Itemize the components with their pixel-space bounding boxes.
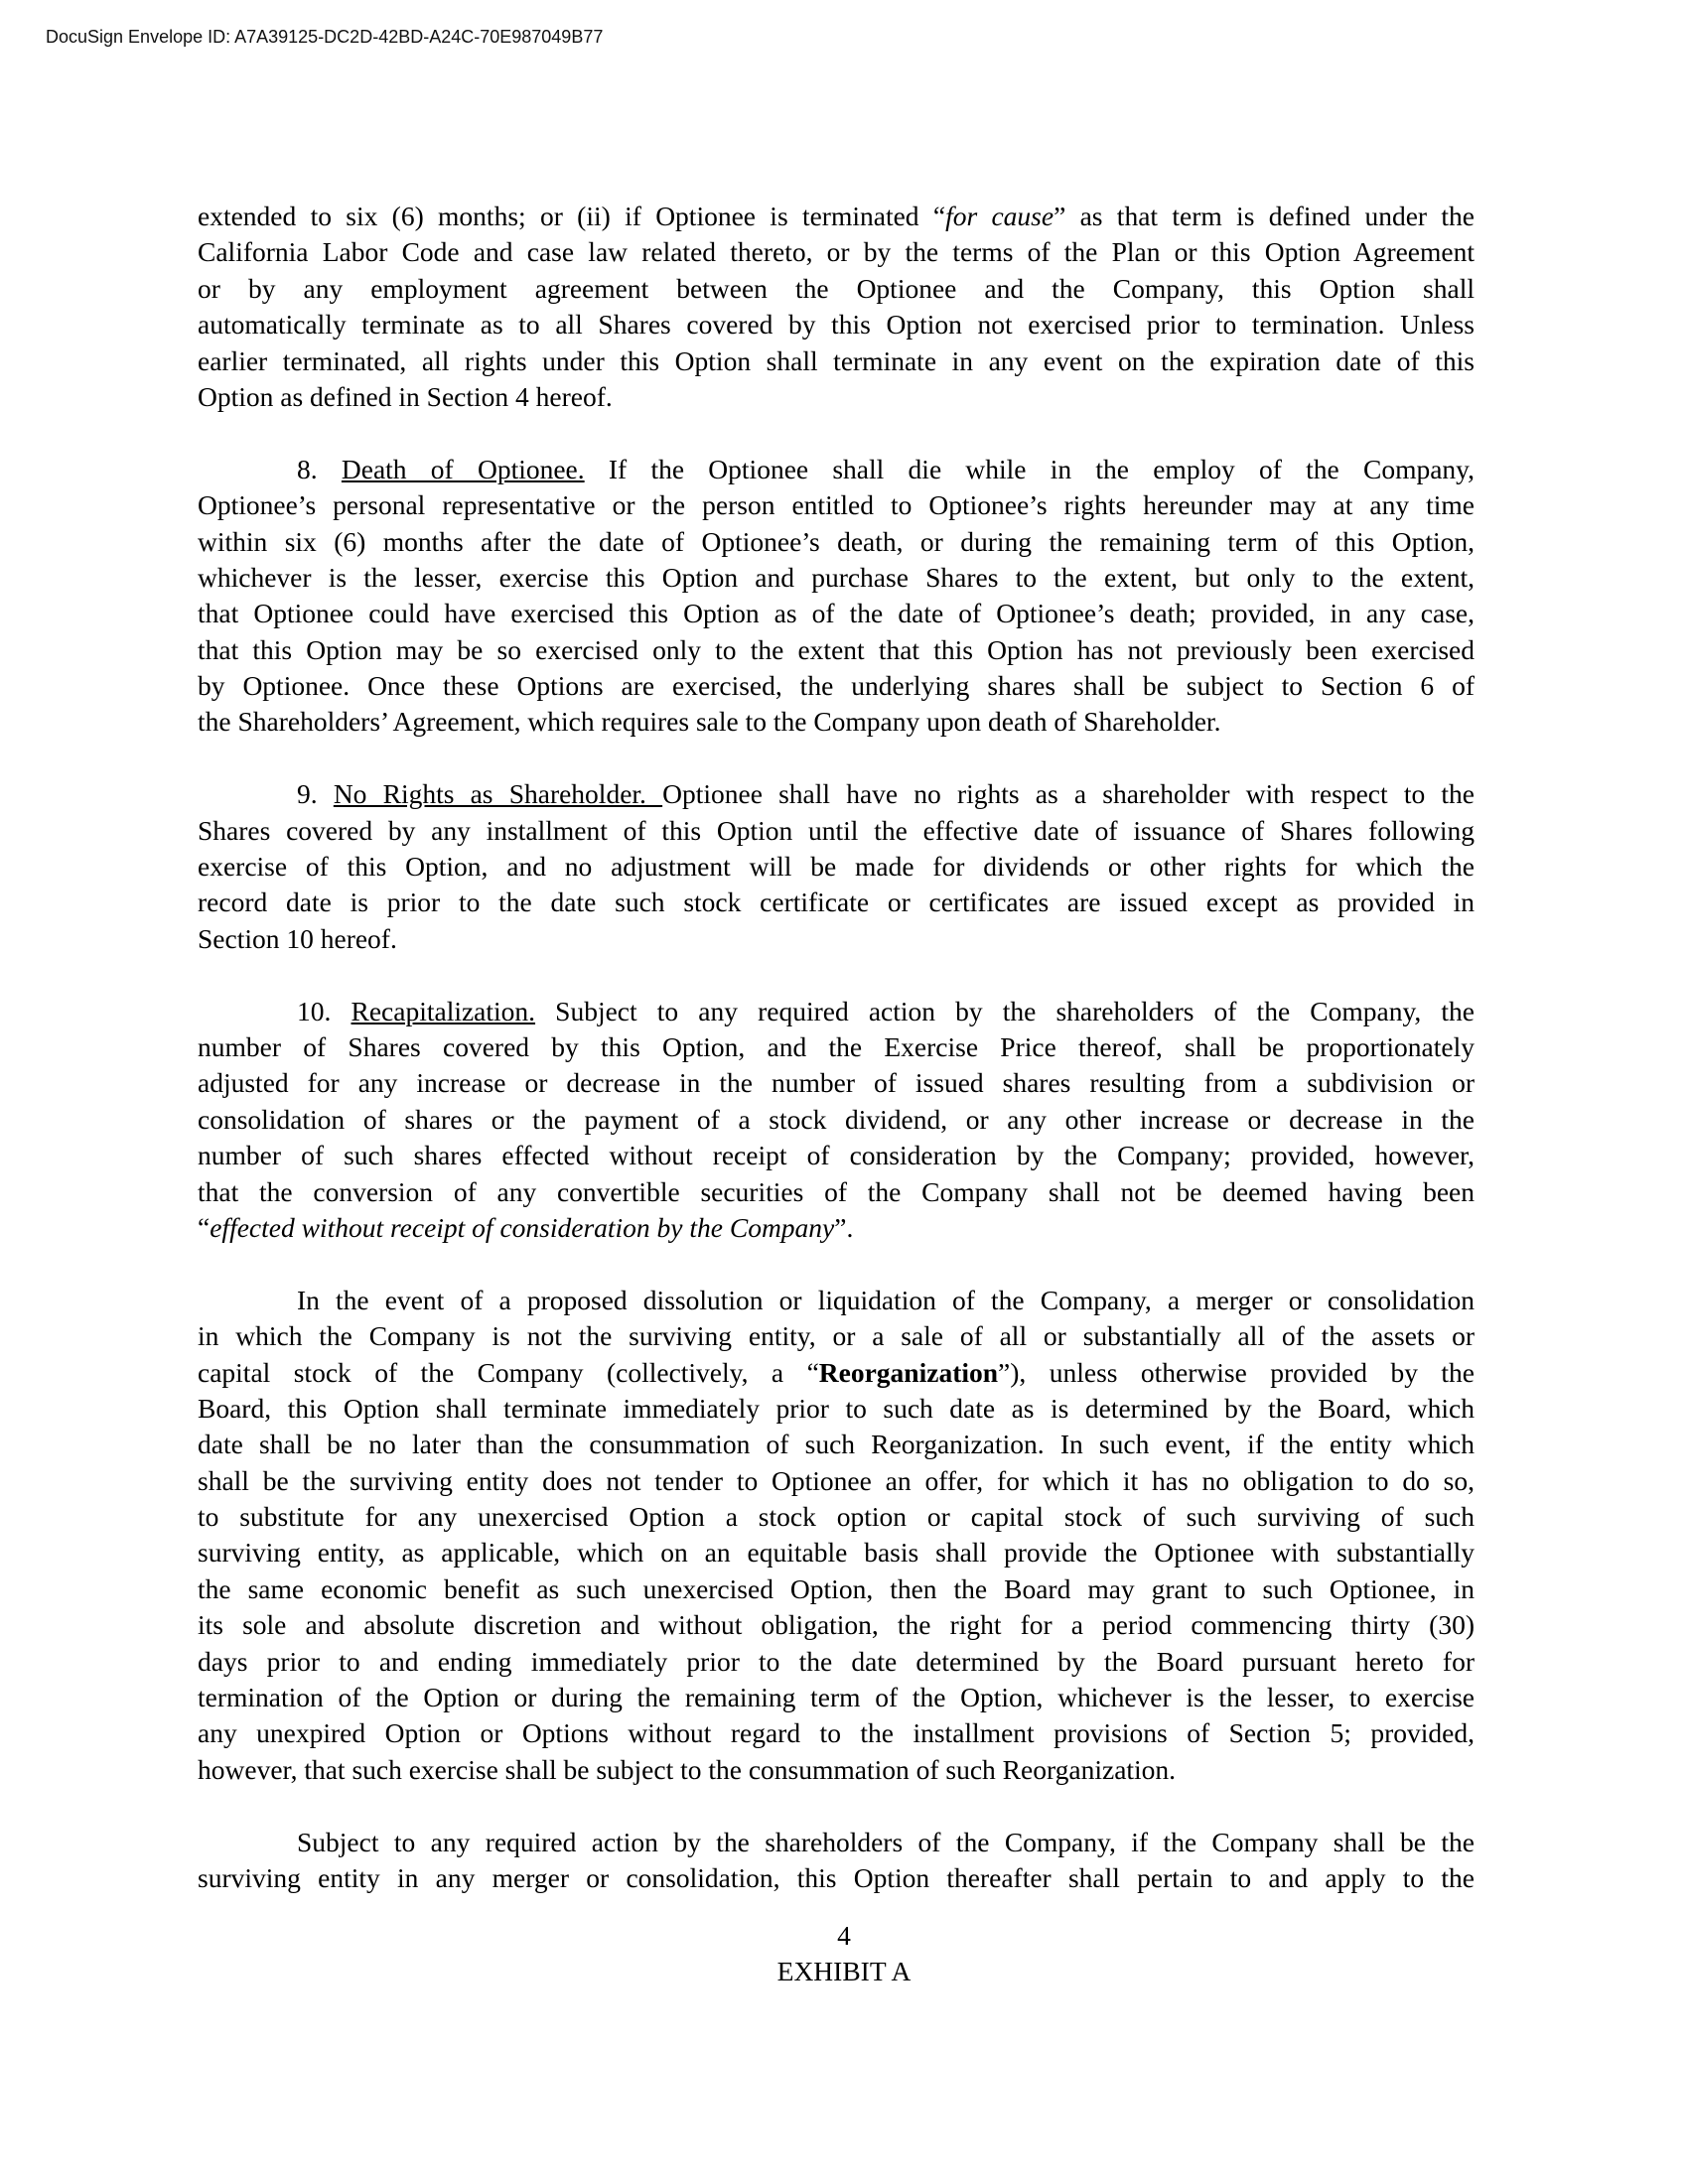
text-run: in which the Company is not the surviving entity, or a sale of all or substantially all of the assets or bbox=[198, 1320, 1475, 1352]
text-line bbox=[198, 849, 1475, 885]
text-line bbox=[198, 994, 1475, 1029]
text-line bbox=[198, 1318, 1475, 1354]
text-line bbox=[198, 1715, 1475, 1751]
text-line bbox=[198, 1355, 1475, 1391]
text-run: number of Shares covered by this Option, and the Exercise Price thereof, shall be proportionately bbox=[198, 1030, 1475, 1062]
text-line bbox=[198, 1427, 1475, 1462]
text-run: Board, this Option shall terminate immediately prior to such date as is determined by the Board, which bbox=[198, 1392, 1475, 1424]
text-run: shall be the surviving entity does not tender to Optionee an offer, for which it has no obligation to do so, bbox=[198, 1464, 1475, 1496]
text-run: surviving entity in any merger or consolidation, this Option thereafter shall pertain to and apply to the bbox=[198, 1861, 1475, 1893]
text-line bbox=[198, 1391, 1475, 1427]
text-line bbox=[198, 234, 1475, 270]
text-run: that this Option may be so exercised only to the extent that this Option has not previously been exercised bbox=[198, 633, 1475, 665]
text-line bbox=[198, 1138, 1475, 1173]
text-run: the Shareholders’ Agreement, which requires sale to the Company upon death of Shareholder. bbox=[198, 706, 1221, 738]
text-line bbox=[198, 1607, 1475, 1643]
text-line bbox=[198, 1680, 1475, 1715]
text-line bbox=[198, 452, 1475, 487]
text-run: In the event of a proposed dissolution or liquidation of the Company, a merger or consolidation bbox=[297, 1284, 1475, 1315]
text-run: its sole and absolute discretion and without obligation, the right for a period commencing thirty (30) bbox=[198, 1609, 1475, 1641]
text-run: that the conversion of any convertible securities of the Company shall not be deemed having been bbox=[198, 1175, 1475, 1207]
text-line bbox=[198, 704, 1475, 740]
text-run: record date is prior to the date such stock certificate or certificates are issued except as provided in bbox=[198, 887, 1475, 918]
text-run: “ bbox=[198, 1211, 211, 1243]
text-run: the same economic benefit as such unexercised Option, then the Board may grant to such Optionee, in bbox=[198, 1572, 1475, 1604]
text-run: Option as defined in Section 4 hereof. bbox=[198, 380, 613, 412]
text-run: consolidation of shares or the payment of a stock dividend, or any other increase or decrease in the bbox=[198, 1103, 1475, 1135]
text-run: ”), unless otherwise provided by the bbox=[998, 1356, 1475, 1388]
text-line bbox=[198, 885, 1475, 920]
text-run: to substitute for any unexercised Option a stock option or capital stock of such surviving of such bbox=[198, 1501, 1475, 1533]
exhibit-label: EXHIBIT A bbox=[776, 1956, 912, 1986]
text-run: or by any employment agreement between the Optionee and the Company, this Option shall bbox=[198, 272, 1475, 304]
text-run: date shall be no later than the consummation of such Reorganization. In such event, if the entity which bbox=[198, 1429, 1475, 1460]
text-run: 8. bbox=[297, 453, 342, 484]
paragraph bbox=[198, 199, 1475, 415]
docusign-envelope-id: DocuSign Envelope ID: A7A39125-DC2D-42BD-A24C-70E987049B77 bbox=[46, 27, 604, 47]
text-line bbox=[198, 1029, 1475, 1065]
text-run: ”. bbox=[834, 1211, 854, 1243]
text-run: Subject to any required action by the shareholders of the Company, the bbox=[535, 995, 1476, 1026]
text-run: Optionee’s personal representative or the person entitled to Optionee’s rights hereunder may at any time bbox=[198, 489, 1475, 521]
paragraph bbox=[198, 1283, 1475, 1788]
text-line bbox=[198, 632, 1475, 668]
text-line bbox=[198, 524, 1475, 560]
text-line bbox=[198, 271, 1475, 307]
text-line bbox=[198, 1535, 1475, 1570]
text-line bbox=[198, 1571, 1475, 1607]
text-line bbox=[198, 776, 1475, 812]
text-run: days prior to and ending immediately prior to the date determined by the Board pursuant hereto for bbox=[198, 1645, 1475, 1677]
text-run: any unexpired Option or Options without regard to the installment provisions of Section 5; provided, bbox=[198, 1717, 1475, 1749]
text-line bbox=[198, 1065, 1475, 1101]
text-line bbox=[198, 596, 1475, 631]
text-line bbox=[198, 1174, 1475, 1210]
defined-term: Reorganization bbox=[818, 1356, 999, 1388]
text-run: ” as that term is defined under the bbox=[1054, 201, 1475, 231]
text-run: number of such shares effected without receipt of consideration by the Company; provided, however, bbox=[198, 1140, 1475, 1171]
paragraph bbox=[198, 994, 1475, 1247]
text-line bbox=[198, 921, 1475, 957]
section-heading: No Rights as Shareholder. bbox=[333, 778, 663, 810]
text-line bbox=[198, 1825, 1475, 1860]
document-body bbox=[198, 199, 1475, 1933]
text-run: that Optionee could have exercised this Option as of the date of Optionee’s death; provided, in any case, bbox=[198, 598, 1475, 629]
page-number: 4 bbox=[837, 1920, 851, 1951]
text-run: Section 10 hereof. bbox=[198, 922, 397, 954]
text-run: 10. bbox=[297, 995, 352, 1026]
text-line bbox=[198, 307, 1475, 342]
emphasis-text: for cause bbox=[945, 201, 1055, 231]
text-line bbox=[198, 199, 1475, 234]
text-line bbox=[198, 1283, 1475, 1318]
text-run: surviving entity, as applicable, which on an equitable basis shall provide the Optionee with substantially bbox=[198, 1537, 1475, 1569]
text-line bbox=[198, 560, 1475, 596]
text-run: Subject to any required action by the shareholders of the Company, if the Company shall be the bbox=[297, 1826, 1475, 1857]
text-line bbox=[198, 813, 1475, 849]
paragraph bbox=[198, 1825, 1475, 1897]
text-run: Optionee shall have no rights as a shareholder with respect to the bbox=[662, 778, 1476, 810]
text-run: whichever is the lesser, exercise this Option and purchase Shares to the extent, but only to the extent, bbox=[198, 561, 1475, 593]
text-line bbox=[198, 343, 1475, 379]
emphasis-text: effected without receipt of consideration by the Company bbox=[210, 1211, 835, 1243]
text-line bbox=[198, 1463, 1475, 1499]
text-run: earlier terminated, all rights under this Option shall terminate in any event on the expiration date of this bbox=[198, 344, 1475, 376]
text-line bbox=[198, 1644, 1475, 1680]
text-run: California Labor Code and case law related thereto, or by the terms of the Plan or this Option Agreement bbox=[198, 236, 1475, 268]
paragraph bbox=[198, 776, 1475, 957]
text-line bbox=[198, 1860, 1475, 1896]
section-heading: Death of Optionee. bbox=[341, 453, 585, 484]
text-run: however, that such exercise shall be subject to the consummation of such Reorganization. bbox=[198, 1753, 1177, 1785]
text-line bbox=[198, 1752, 1475, 1788]
text-line bbox=[198, 1210, 1475, 1246]
text-run: automatically terminate as to all Shares covered by this Option not exercised prior to termination. Unless bbox=[198, 309, 1475, 341]
text-run: termination of the Option or during the remaining term of the Option, whichever is the lesser, to exercise bbox=[198, 1682, 1475, 1713]
text-line bbox=[198, 1499, 1475, 1535]
text-run: by Optionee. Once these Options are exercised, the underlying shares shall be subject to Section 6 of bbox=[198, 670, 1475, 702]
text-run: If the Optionee shall die while in the employ of the Company, bbox=[584, 453, 1476, 484]
text-run: exercise of this Option, and no adjustment will be made for dividends or other rights for which the bbox=[198, 851, 1475, 883]
text-line bbox=[198, 668, 1475, 704]
section-heading: Recapitalization. bbox=[351, 995, 536, 1026]
text-run: Shares covered by any installment of this Option until the effective date of issuance of Shares following bbox=[198, 814, 1475, 846]
text-line bbox=[198, 379, 1475, 415]
text-run: adjusted for any increase or decrease in the number of issued shares resulting from a subdivision or bbox=[198, 1067, 1475, 1099]
text-run: 9. bbox=[297, 778, 334, 810]
text-line bbox=[198, 1102, 1475, 1138]
text-run: within six (6) months after the date of Optionee’s death, or during the remaining term of this Option, bbox=[198, 525, 1475, 557]
text-run: extended to six (6) months; or (ii) if Optionee is terminated “ bbox=[198, 201, 946, 231]
paragraph bbox=[198, 452, 1475, 741]
text-line bbox=[198, 487, 1475, 523]
text-run: capital stock of the Company (collectively, a “ bbox=[198, 1356, 819, 1388]
